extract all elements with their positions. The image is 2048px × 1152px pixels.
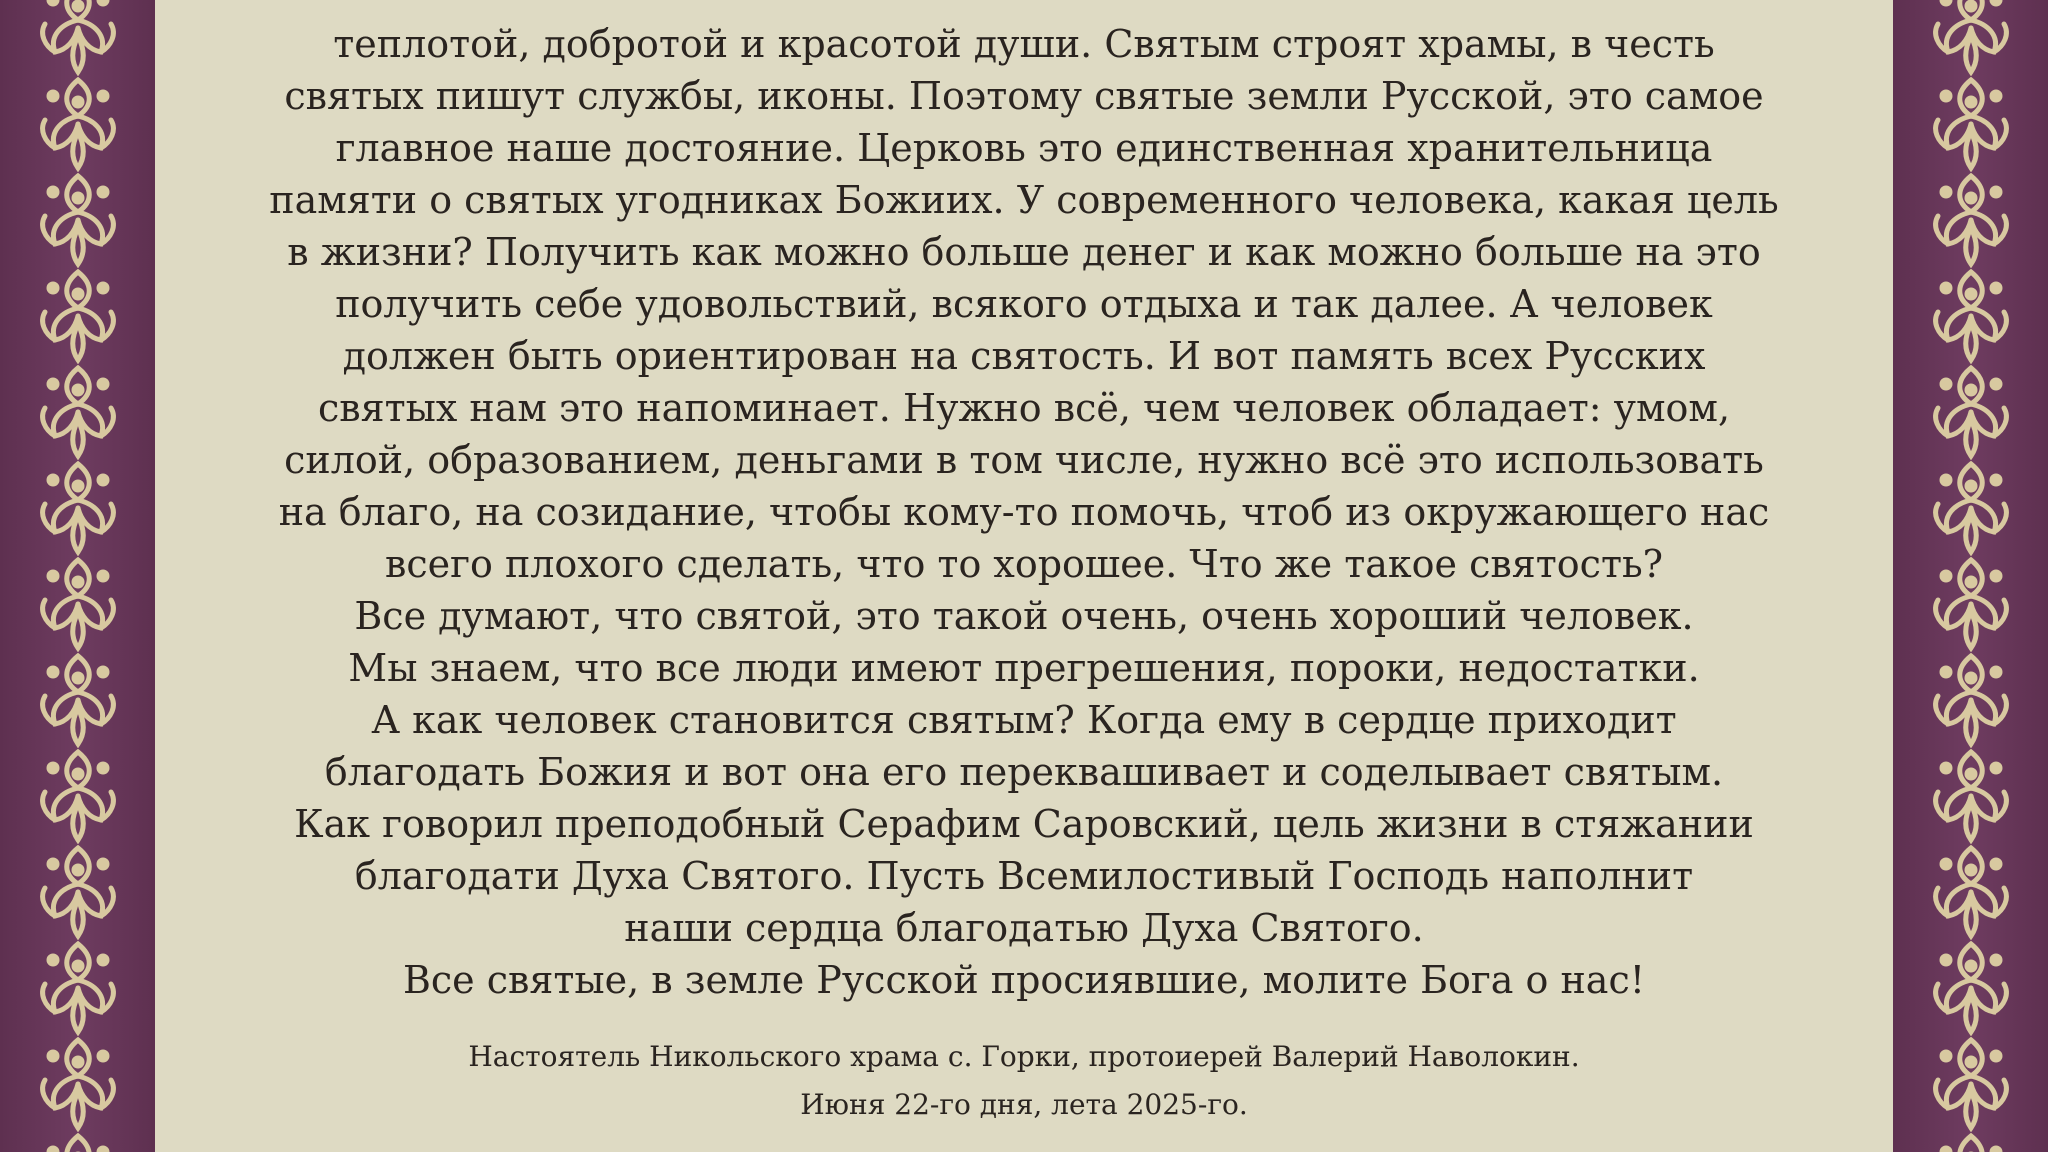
text-line: главное наше достояние. Церковь это единственная хранительница — [335, 126, 1713, 170]
text-line: всего плохого сделать, что то хорошее. Что же такое святость? — [384, 542, 1664, 586]
gold-floral-ornament-icon — [33, 1132, 123, 1152]
gold-floral-ornament-icon — [33, 1036, 123, 1132]
gold-floral-ornament-icon — [1926, 460, 2016, 556]
gold-floral-ornament-icon — [1926, 268, 2016, 364]
gold-floral-ornament-icon — [33, 172, 123, 268]
gold-floral-ornament-icon — [1926, 172, 2016, 268]
text-line: должен быть ориентирован на святость. И вот память всех Русских — [342, 334, 1706, 378]
gold-floral-ornament-icon — [33, 460, 123, 556]
text-line: святых нам это напоминает. Нужно всё, чем человек обладает: умом, — [317, 386, 1731, 430]
gold-floral-ornament-icon — [33, 748, 123, 844]
gold-floral-ornament-icon — [1926, 556, 2016, 652]
text-line: силой, образованием, деньгами в том числе, нужно всё это использовать — [284, 438, 1764, 482]
gold-floral-ornament-icon — [33, 556, 123, 652]
gold-floral-ornament-icon — [1926, 748, 2016, 844]
text-line: Все думают, что святой, это такой очень, очень хороший человек. — [354, 594, 1694, 638]
gold-floral-ornament-icon — [1926, 76, 2016, 172]
text-line: наши сердца благодатью Духа Святого. — [624, 906, 1424, 950]
text-line: теплотой, добротой и красотой души. Святым строят храмы, в честь — [333, 22, 1715, 66]
text-line: святых пишут службы, иконы. Поэтому святые земли Русской, это самое — [284, 74, 1764, 118]
text-line: на благо, на созидание, чтобы кому-то помочь, чтоб из окружающего нас — [278, 490, 1770, 534]
gold-floral-ornament-icon — [33, 268, 123, 364]
gold-floral-ornament-icon — [1926, 844, 2016, 940]
signature-author: Настоятель Никольского храма с. Горки, протоиерей Валерий Наволокин. — [468, 1040, 1580, 1073]
left-ornamental-border — [0, 0, 155, 1152]
text-line: Все святые, в земле Русской просиявшие, молите Бога о нас! — [402, 958, 1646, 1002]
gold-floral-ornament-icon — [1926, 652, 2016, 748]
text-line: благодать Божия и вот она его переквашивает и соделывает святым. — [324, 750, 1724, 794]
text-line: получить себе удовольствий, всякого отдыха и так далее. А человек — [335, 282, 1713, 326]
gold-floral-ornament-icon — [33, 940, 123, 1036]
gold-floral-ornament-icon — [1926, 940, 2016, 1036]
text-line: в жизни? Получить как можно больше денег и как можно больше на это — [287, 230, 1761, 274]
text-panel — [155, 0, 1893, 1152]
text-line: Мы знаем, что все люди имеют прегрешения, пороки, недостатки. — [348, 646, 1700, 690]
text-line: благодати Духа Святого. Пусть Всемилостивый Господь наполнит — [354, 854, 1694, 898]
sermon-text — [155, 18, 1893, 1006]
gold-floral-ornament-icon — [33, 364, 123, 460]
gold-floral-ornament-icon — [1926, 364, 2016, 460]
gold-floral-ornament-icon — [1926, 1132, 2016, 1152]
signature — [155, 1033, 1893, 1129]
gold-floral-ornament-icon — [33, 844, 123, 940]
text-line: Как говорил преподобный Серафим Саровский, цель жизни в стяжании — [294, 802, 1754, 846]
gold-floral-ornament-icon — [33, 652, 123, 748]
text-line: А как человек становится святым? Когда ему в сердце приходит — [371, 698, 1677, 742]
signature-date: Июня 22-го дня, лета 2025-го. — [800, 1088, 1248, 1121]
gold-floral-ornament-icon — [1926, 1036, 2016, 1132]
right-ornamental-border — [1893, 0, 2048, 1152]
gold-floral-ornament-icon — [1926, 0, 2016, 76]
gold-floral-ornament-icon — [33, 76, 123, 172]
text-line: памяти о святых угодниках Божиих. У современного человека, какая цель — [269, 178, 1779, 222]
gold-floral-ornament-icon — [33, 0, 123, 76]
